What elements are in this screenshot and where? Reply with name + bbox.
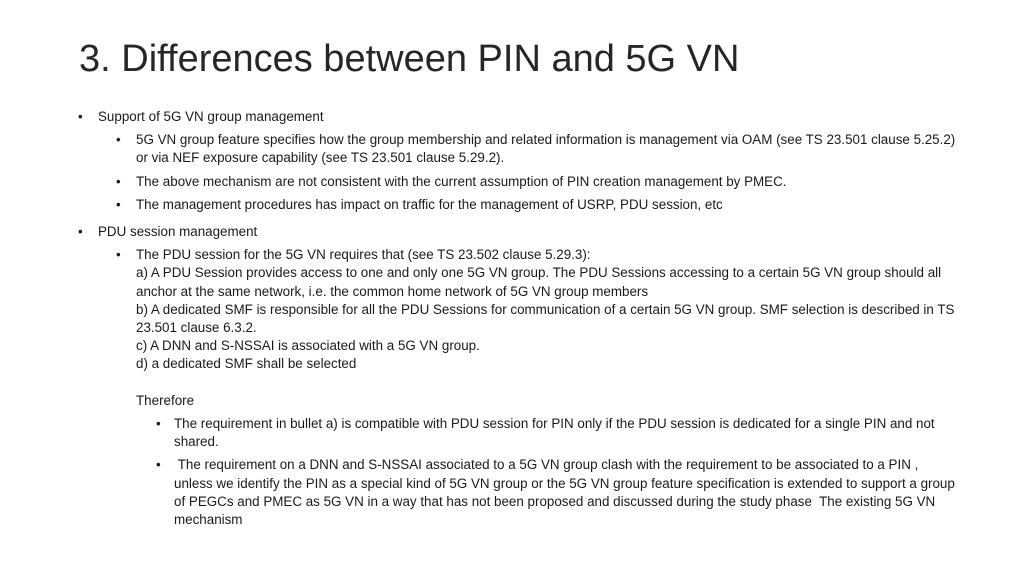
- list-item: [78, 415, 958, 451]
- bullet-icon: •: [116, 173, 121, 189]
- list-item-text: 5G VN group feature specifies how the group membership and related information is management via OAM (see TS 23.501 clause 5.25.2) or via NEF exposure capability (see TS 23.501 clause 5.29.2).: [136, 132, 956, 166]
- requirement-line-d: d) a dedicated SMF shall be selected: [136, 356, 357, 372]
- bullet-icon: •: [78, 224, 83, 240]
- requirement-line-a: a) A PDU Session provides access to one and only one 5G VN group. The PDU Sessions accessing to a certain 5G VN group should all anchor at the same network, i.e. the common home network of 5G VN group members: [136, 265, 942, 299]
- bullet-icon: •: [78, 109, 83, 124]
- bullet-icon: •: [116, 196, 121, 212]
- list-item: [78, 196, 958, 214]
- list-item: [78, 246, 958, 264]
- list-item-text: The management procedures has impact on traffic for the management of USRP, PDU session, etc: [136, 196, 723, 212]
- spacer: [78, 374, 958, 392]
- list-item-text: The above mechanism are not consistent with the current assumption of PIN creation management by PMEC.: [136, 173, 787, 189]
- requirement-line-b: b) A dedicated SMF is responsible for all the PDU Sessions for communication of a certain 5G VN group. SMF selection is described in TS 23.501 clause 6.3.2.: [136, 301, 955, 336]
- list-item-text: The requirement in bullet a) is compatible with PDU session for PIN only if the PDU session is dedicated for a single PIN and not shared.: [174, 416, 935, 450]
- therefore-label: Therefore: [136, 392, 195, 408]
- slide-title: 3. Differences between PIN and 5G VN: [79, 38, 740, 80]
- list-item: [78, 131, 958, 167]
- requirement-line-c: c) A DNN and S-NSSAI is associated with a 5G VN group.: [136, 338, 480, 354]
- list-item: [78, 456, 958, 529]
- section-heading-5g-vn-group-management: [78, 108, 958, 126]
- bullet-icon: •: [156, 416, 161, 432]
- list-item: [78, 173, 958, 191]
- section-heading-text: PDU session management: [98, 224, 258, 240]
- bullet-icon: •: [156, 457, 161, 473]
- bullet-icon: •: [116, 247, 121, 263]
- bullet-icon: •: [116, 132, 121, 148]
- slide-body: [78, 108, 958, 529]
- list-item-text: The requirement on a DNN and S-NSSAI associated to a 5G VN group clash with the requirement to be associated to a PIN , unless we identify the PIN as a special kind of 5G VN group or the 5G VN group feature specification is extended to support a group of PEGCs and PMEC as 5G VN in a way that has not been proposed and discussed during the study phase The existing 5G VN mechanism: [174, 457, 959, 528]
- list-item-text: The PDU session for the 5G VN requires that (see TS 23.502 clause 5.29.3):: [136, 247, 591, 263]
- section-heading-pdu-session-management: [78, 223, 958, 241]
- section-heading-text: Support of 5G VN group management: [98, 109, 324, 124]
